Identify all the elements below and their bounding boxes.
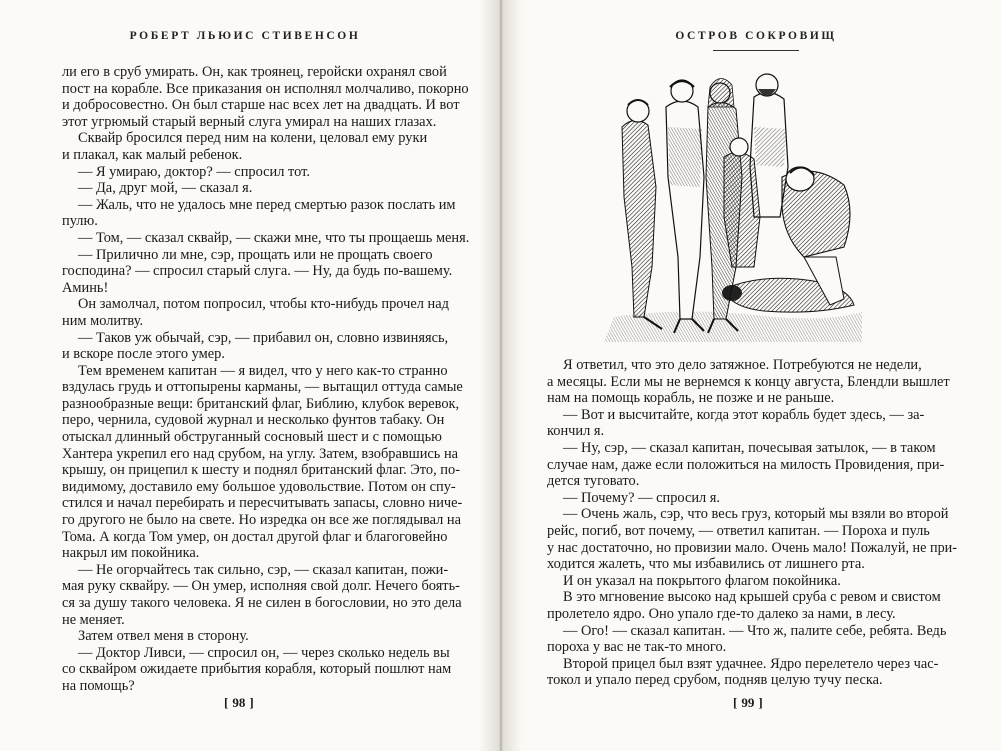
text-line: — Вот и высчитайте, когда этот корабль будет здесь, — за- bbox=[563, 406, 925, 423]
folio-bracket-close: ] bbox=[758, 695, 763, 710]
text-line: — Доктор Ливси, — спросил он, — через сколько недель вы bbox=[78, 644, 450, 661]
folio-number: 98 bbox=[232, 695, 246, 710]
text-line: ним молитву. bbox=[62, 312, 144, 329]
text-line: а месяцы. Если мы не вернемся к концу августа, Блендли вышлет bbox=[547, 373, 950, 390]
text-line: Тем временем капитан — я видел, что у него как-то странно bbox=[78, 362, 448, 379]
text-line: рейс, погиб, вот почему, — ответил капитан. — Пороха и пуль bbox=[547, 522, 930, 539]
text-line: Аминь! bbox=[62, 279, 109, 296]
text-line: — Том, — сказал сквайр, — скажи мне, что ты прощаешь меня. bbox=[78, 229, 470, 246]
text-line: господина? — спросил старый слуга. — Ну, да будь по-вашему. bbox=[62, 263, 453, 280]
book-gutter bbox=[480, 0, 522, 751]
text-line: — Очень жаль, сэр, что весь груз, который мы взяли во второй bbox=[563, 506, 949, 523]
text-line: пост на корабле. Все приказания он исполнял молчаливо, покорно bbox=[62, 80, 469, 97]
text-line: — Жаль, что не удалось мне перед смертью разок послать им bbox=[78, 196, 456, 213]
text-line: ся за душу такого человека. Я не силен в богословии, но это дела bbox=[62, 595, 462, 611]
text-line: кончил я. bbox=[547, 423, 605, 440]
text-line: разнообразные вещи: британский флаг, Библию, клубок веревок, bbox=[62, 395, 460, 412]
text-line: Он замолчал, потом попросил, чтобы кто-нибудь прочел над bbox=[78, 296, 449, 313]
text-line: случае нам, даже если положиться на милость Провидения, при- bbox=[547, 456, 945, 473]
running-head-author: РОБЕРТ ЛЬЮИС СТИВЕНСОН bbox=[129, 30, 361, 42]
text-line: и добросовестно. Он был старше нас всех лет на двадцать. И вот bbox=[62, 97, 460, 114]
text-line: — Да, друг мой, — сказал я. bbox=[78, 180, 253, 197]
text-line: ли его в сруб умирать. Он, как троянец, геройски охранял свой bbox=[62, 64, 447, 80]
text-line: вздулась грудь и оттопырены карманы, — вытащил оттуда самые bbox=[62, 379, 463, 396]
running-head-title: ОСТРОВ СОКРОВИЩ bbox=[675, 30, 837, 42]
text-line: не меняет. bbox=[62, 611, 125, 628]
folio-bracket-close: ] bbox=[249, 695, 254, 710]
folio-number: 99 bbox=[741, 695, 755, 710]
text-line: дется туговато. bbox=[547, 473, 640, 490]
folio-bracket-open: [ bbox=[733, 695, 738, 710]
text-line: го другого не было на свете. Но изредка он все же поглядывал на bbox=[62, 512, 462, 529]
text-line: ходится жалеть, что мы избавились от лишнего рта. bbox=[547, 556, 865, 573]
text-line: стился и начал перебирать и пересчитывать запасы, словно ниче- bbox=[62, 495, 463, 512]
text-line: и плакал, как малый ребенок. bbox=[62, 146, 243, 163]
text-line: пролетело ядро. Оно упало где-то далеко за нами, в лесу. bbox=[547, 605, 896, 622]
left-page bbox=[0, 0, 500, 751]
text-line: пулю. bbox=[62, 213, 98, 230]
text-line: Второй прицел был взят удачнее. Ядро перелетело через час- bbox=[563, 655, 939, 672]
text-line: у нас достаточно, но провизии мало. Очень мало! Пожалуй, не при- bbox=[547, 539, 957, 556]
text-line: и вскоре после этого умер. bbox=[62, 346, 225, 363]
right-page-text bbox=[547, 357, 957, 689]
text-line: Хантера укрепил его над срубом, на углу. Затем, взобравшись на bbox=[62, 445, 459, 462]
text-line: нам на помощь корабль, не позже и не раньше. bbox=[547, 390, 835, 407]
text-line: — Ну, сэр, — сказал капитан, почесывая затылок, — в таком bbox=[563, 439, 936, 456]
text-line: Тома. А когда Том умер, он достал другой флаг и благоговейно bbox=[62, 528, 448, 545]
left-page-text bbox=[62, 64, 472, 695]
text-line: И он указал на покрытого флагом покойника. bbox=[563, 572, 841, 589]
text-line: на помощь? bbox=[62, 677, 135, 694]
text-line: — Почему? — спросил я. bbox=[563, 489, 721, 506]
folio-bracket-open: [ bbox=[224, 695, 229, 710]
text-line: Затем отвел меня в сторону. bbox=[78, 628, 249, 645]
text-line: перо, чернила, судовой журнал и несколько фунтов табаку. Он bbox=[62, 412, 445, 429]
text-line: Я ответил, что это дело затяжное. Потребуются не недели, bbox=[563, 357, 922, 373]
running-head-rule bbox=[713, 50, 799, 51]
text-line: — Прилично ли мне, сэр, прощать или не прощать своего bbox=[78, 246, 433, 263]
text-line: пороха у вас не так-то много. bbox=[547, 639, 727, 656]
text-line: В это мгновение высоко над крышей сруба с ревом и свистом bbox=[563, 589, 941, 606]
text-line: этот угрюмый старый верный слуга умирал на наших глазах. bbox=[62, 113, 437, 130]
text-line: накрыл им покойника. bbox=[62, 545, 200, 562]
text-line: — Не огорчайтесь так сильно, сэр, — сказал капитан, пожи- bbox=[78, 561, 449, 578]
text-line: отыскал длинный обструганный сосновый шест и с помощью bbox=[62, 429, 442, 446]
text-line: — Я умираю, доктор? — спросил тот. bbox=[78, 163, 310, 180]
text-line: видимому, доставило ему большое удовольствие. Потом он спу- bbox=[62, 478, 456, 495]
text-line: — Ого! — сказал капитан. — Что ж, палите себе, ребята. Ведь bbox=[563, 622, 947, 639]
text-line: токол и упало перед срубом, подняв целую тучу песка. bbox=[547, 672, 883, 689]
page-number-left bbox=[224, 695, 254, 711]
page-number-right bbox=[733, 695, 763, 711]
engraving-illustration bbox=[604, 67, 866, 342]
text-line: крышу, он прицепил к шесту и поднял британский флаг. Это, по- bbox=[62, 462, 460, 479]
text-line: со сквайром ожидаете прибытия корабля, который пошлют нам bbox=[62, 661, 452, 678]
text-line: — Таков уж обычай, сэр, — прибавил он, словно извиняясь, bbox=[78, 329, 449, 346]
text-line: Сквайр бросился перед ним на колени, целовал ему руки bbox=[78, 130, 428, 147]
text-line: мая руку сквайру. — Он умер, исполняя свой долг. Нечего боять- bbox=[62, 578, 460, 595]
